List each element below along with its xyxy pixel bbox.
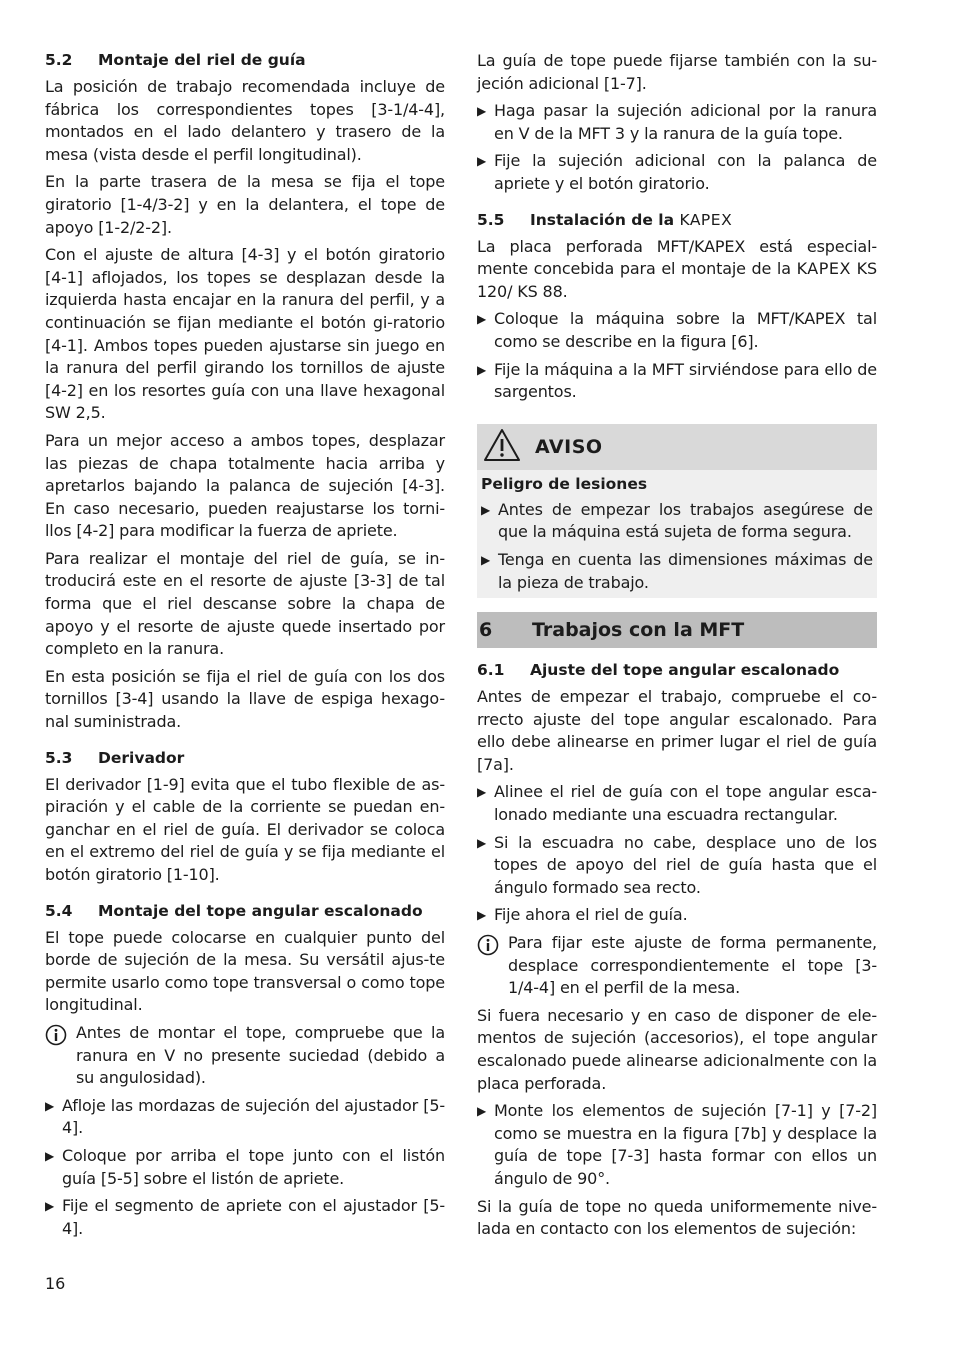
info-text: Para fijar este ajuste de forma permanente, desplace correspondientemente el tope [3-1/4-4] en el perfil de la mesa. — [508, 933, 877, 998]
bullet-text: Haga pasar la sujeción adicional por la ranura en V de la MFT 3 y la ranura de la guía tope. — [494, 101, 877, 143]
info-note — [45, 1022, 445, 1090]
left-column — [45, 50, 445, 1245]
info-icon — [477, 932, 508, 1000]
bullet-item — [481, 499, 873, 544]
section-title: Derivador — [98, 748, 185, 767]
triangle-bullet-icon: ▶ — [477, 312, 487, 327]
section-heading-5-4 — [45, 901, 445, 921]
brand-name: KAPEX — [796, 259, 851, 279]
bullet-text: Tenga en cuenta las dimensiones máximas de la pieza de trabajo. — [498, 549, 873, 592]
paragraph: Para realizar el montaje del riel de guía, se in-troducirá este en el resorte de ajuste [3-3] de tal forma que el riel descanse sobre la chapa de apoyo y el resorte de ajuste quede insertado por completo en la ranura. — [45, 548, 445, 659]
bullet-item — [477, 150, 877, 195]
triangle-bullet-icon: ▶ — [477, 362, 487, 377]
warning-triangle-icon — [483, 428, 521, 466]
section-number: 5.4 — [45, 901, 73, 920]
paragraph-text: KS 120/ KS 88. — [477, 259, 878, 301]
section-number: 6.1 — [477, 661, 505, 680]
triangle-bullet-icon: ▶ — [477, 908, 487, 923]
bullet-text: Monte los elementos de sujeción [7-1] y [7-2] como se muestra en la figura [7b] y desplace la guía de tope [7-3] hasta formar con ellos un ángulo de 90°. — [494, 1101, 877, 1188]
paragraph: Si fuera necesario y en caso de disponer de ele-mentos de sujeción (accesorios), el tope angular escalonado puede alinearse adicionalmente con la placa perforada. — [477, 1005, 877, 1093]
paragraph: El derivador [1-9] evita que el tubo flexible de as-piración y el cable de la corriente se puedan en-ganchar en el riel de guía. El derivador se coloca en el extremo del riel de guía y se fija mediante el botón giratorio [1-10]. — [45, 774, 445, 884]
bullet-item — [45, 1095, 445, 1140]
triangle-bullet-icon: ▶ — [477, 785, 487, 800]
paragraph: En esta posición se fija el riel de guía con los dos tornillos [3-4] usando la llave de espiga hexago-nal suministrada. — [45, 666, 445, 732]
paragraph: Si la guía de tope no queda uniformemente nive-lada en contacto con los elementos de sujeción: — [477, 1196, 877, 1239]
bullet-text: Antes de empezar los trabajos asegúrese de que la máquina está sujeta de forma segura. — [498, 499, 873, 542]
paragraph-text: La placa perforada MFT/KAPEX está especial-mente concebida para el montaje de la — [477, 236, 877, 279]
bullet-item — [477, 359, 877, 404]
bullet-text: Fije la máquina a la MFT sirviéndose para ello de sargentos. — [494, 359, 877, 402]
bullet-item — [477, 904, 877, 927]
section-title-text: Instalación de la — [530, 210, 675, 229]
paragraph: La guía de tope puede fijarse también con la su-jeción adicional [1-7]. — [477, 51, 877, 93]
paragraph: El tope puede colocarse en cualquier punto del borde de sujeción de la mesa. Su versátil ajus-te permite usarlo como tope transversal o como tope longitudinal. — [45, 927, 445, 1015]
triangle-bullet-icon: ▶ — [477, 154, 487, 169]
section-title — [530, 210, 732, 230]
paragraph: Para un mejor acceso a ambos topes, desplazar las piezas de chapa totalmente hacia arriba y apretarlos bajando la palanca de sujeción [4-3]. En caso necesario, pueden reajustarse los torni-llos [4-2] para modificar la fuerza de apriete. — [45, 430, 445, 541]
info-icon — [45, 1022, 76, 1090]
bullet-item — [45, 1145, 445, 1190]
bullet-text: Fije el segmento de apriete con el ajustador [5-4]. — [62, 1196, 445, 1238]
bullet-text: Alinee el riel de guía con el tope angular esca-lonado mediante una escuadra rectangular. — [494, 782, 877, 825]
info-note — [477, 932, 877, 1000]
triangle-bullet-icon: ▶ — [45, 1098, 55, 1113]
chapter-title: Trabajos con la MFT — [532, 619, 745, 642]
section-heading-5-2 — [45, 50, 445, 70]
bullet-text: Coloque la máquina sobre la MFT/KAPEX tal como se describe en la figura [6]. — [494, 309, 877, 351]
section-title: Montaje del tope angular escalonado — [98, 901, 423, 920]
bullet-item — [45, 1195, 445, 1240]
section-number: 5.5 — [477, 210, 505, 229]
warning-header — [477, 424, 877, 470]
bullet-text: Coloque por arriba el tope junto con el listón guía [5-5] sobre el listón de apriete. — [62, 1145, 445, 1188]
triangle-bullet-icon: ▶ — [481, 552, 491, 567]
warning-subtitle: Peligro de lesiones — [481, 474, 648, 493]
triangle-bullet-icon: ▶ — [477, 835, 487, 850]
bullet-text: Si la escuadra no cabe, desplace uno de los topes de apoyo del riel de guía hasta que el ángulo formado sea recto. — [494, 832, 877, 897]
paragraph — [477, 236, 877, 304]
brand-name: KAPEX — [679, 210, 733, 229]
bullet-text: Fije ahora el riel de guía. — [494, 905, 688, 925]
bullet-item — [477, 781, 877, 826]
bullet-item — [477, 100, 877, 145]
triangle-bullet-icon: ▶ — [477, 104, 487, 119]
section-title: Montaje del riel de guía — [98, 51, 306, 69]
bullet-item — [481, 549, 873, 594]
paragraph: Antes de empezar el trabajo, compruebe el co-rrecto ajuste del tope angular escalonado. Para ello debe alinearse en primer lugar el riel de guía [7a]. — [477, 687, 877, 774]
page-number: 16 — [45, 1274, 66, 1293]
paragraph: Con el ajuste de altura [4-3] y el botón giratorio [4-1] aflojados, los topes se desplazan desde la izquierda hasta encajar en la ranura del perfil, y a continuación se fijan mediante el botón gi-ratorio [4-1]. Ambos topes pueden ajustarse sin juego en la ranura del perfil girando los tornillos de ajuste [4-2] en los resortes guía con una llave hexagonal SW 2,5. — [45, 245, 445, 423]
paragraph: En la parte trasera de la mesa se fija el tope giratorio [1-4/3-2] y en la delantera, el tope de apoyo [1-2/2-2]. — [45, 172, 445, 237]
triangle-bullet-icon: ▶ — [481, 502, 491, 517]
paragraph: La posición de trabajo recomendada incluye de fábrica los correspondientes topes [3-1/4-4], montados en el lado delantero y trasero de la mesa (vista desde el perfil longitudinal). — [45, 77, 445, 164]
bullet-item — [477, 1100, 877, 1190]
section-heading-6-1 — [477, 660, 877, 680]
chapter-heading-6 — [477, 612, 877, 648]
bullet-text: Fije la sujeción adicional con la palanca de apriete y el botón giratorio. — [494, 151, 877, 193]
info-text: Antes de montar el tope, compruebe que la ranura en V no presente suciedad (debido a su angulosidad). — [76, 1022, 445, 1088]
chapter-number: 6 — [479, 619, 493, 642]
warning-title: AVISO — [535, 435, 603, 458]
bullet-text: Afloje las mordazas de sujeción del ajustador [5-4]. — [62, 1095, 445, 1138]
section-title: Ajuste del tope angular escalonado — [530, 661, 840, 680]
section-number: 5.2 — [45, 51, 73, 69]
bullet-item — [477, 308, 877, 353]
triangle-bullet-icon: ▶ — [45, 1199, 55, 1214]
section-number: 5.3 — [45, 748, 73, 767]
triangle-bullet-icon: ▶ — [45, 1148, 55, 1163]
bullet-item — [477, 832, 877, 900]
warning-box — [477, 424, 877, 598]
section-heading-5-5 — [477, 210, 877, 230]
right-column — [477, 50, 877, 1246]
section-heading-5-3 — [45, 748, 445, 768]
triangle-bullet-icon: ▶ — [477, 1104, 487, 1119]
